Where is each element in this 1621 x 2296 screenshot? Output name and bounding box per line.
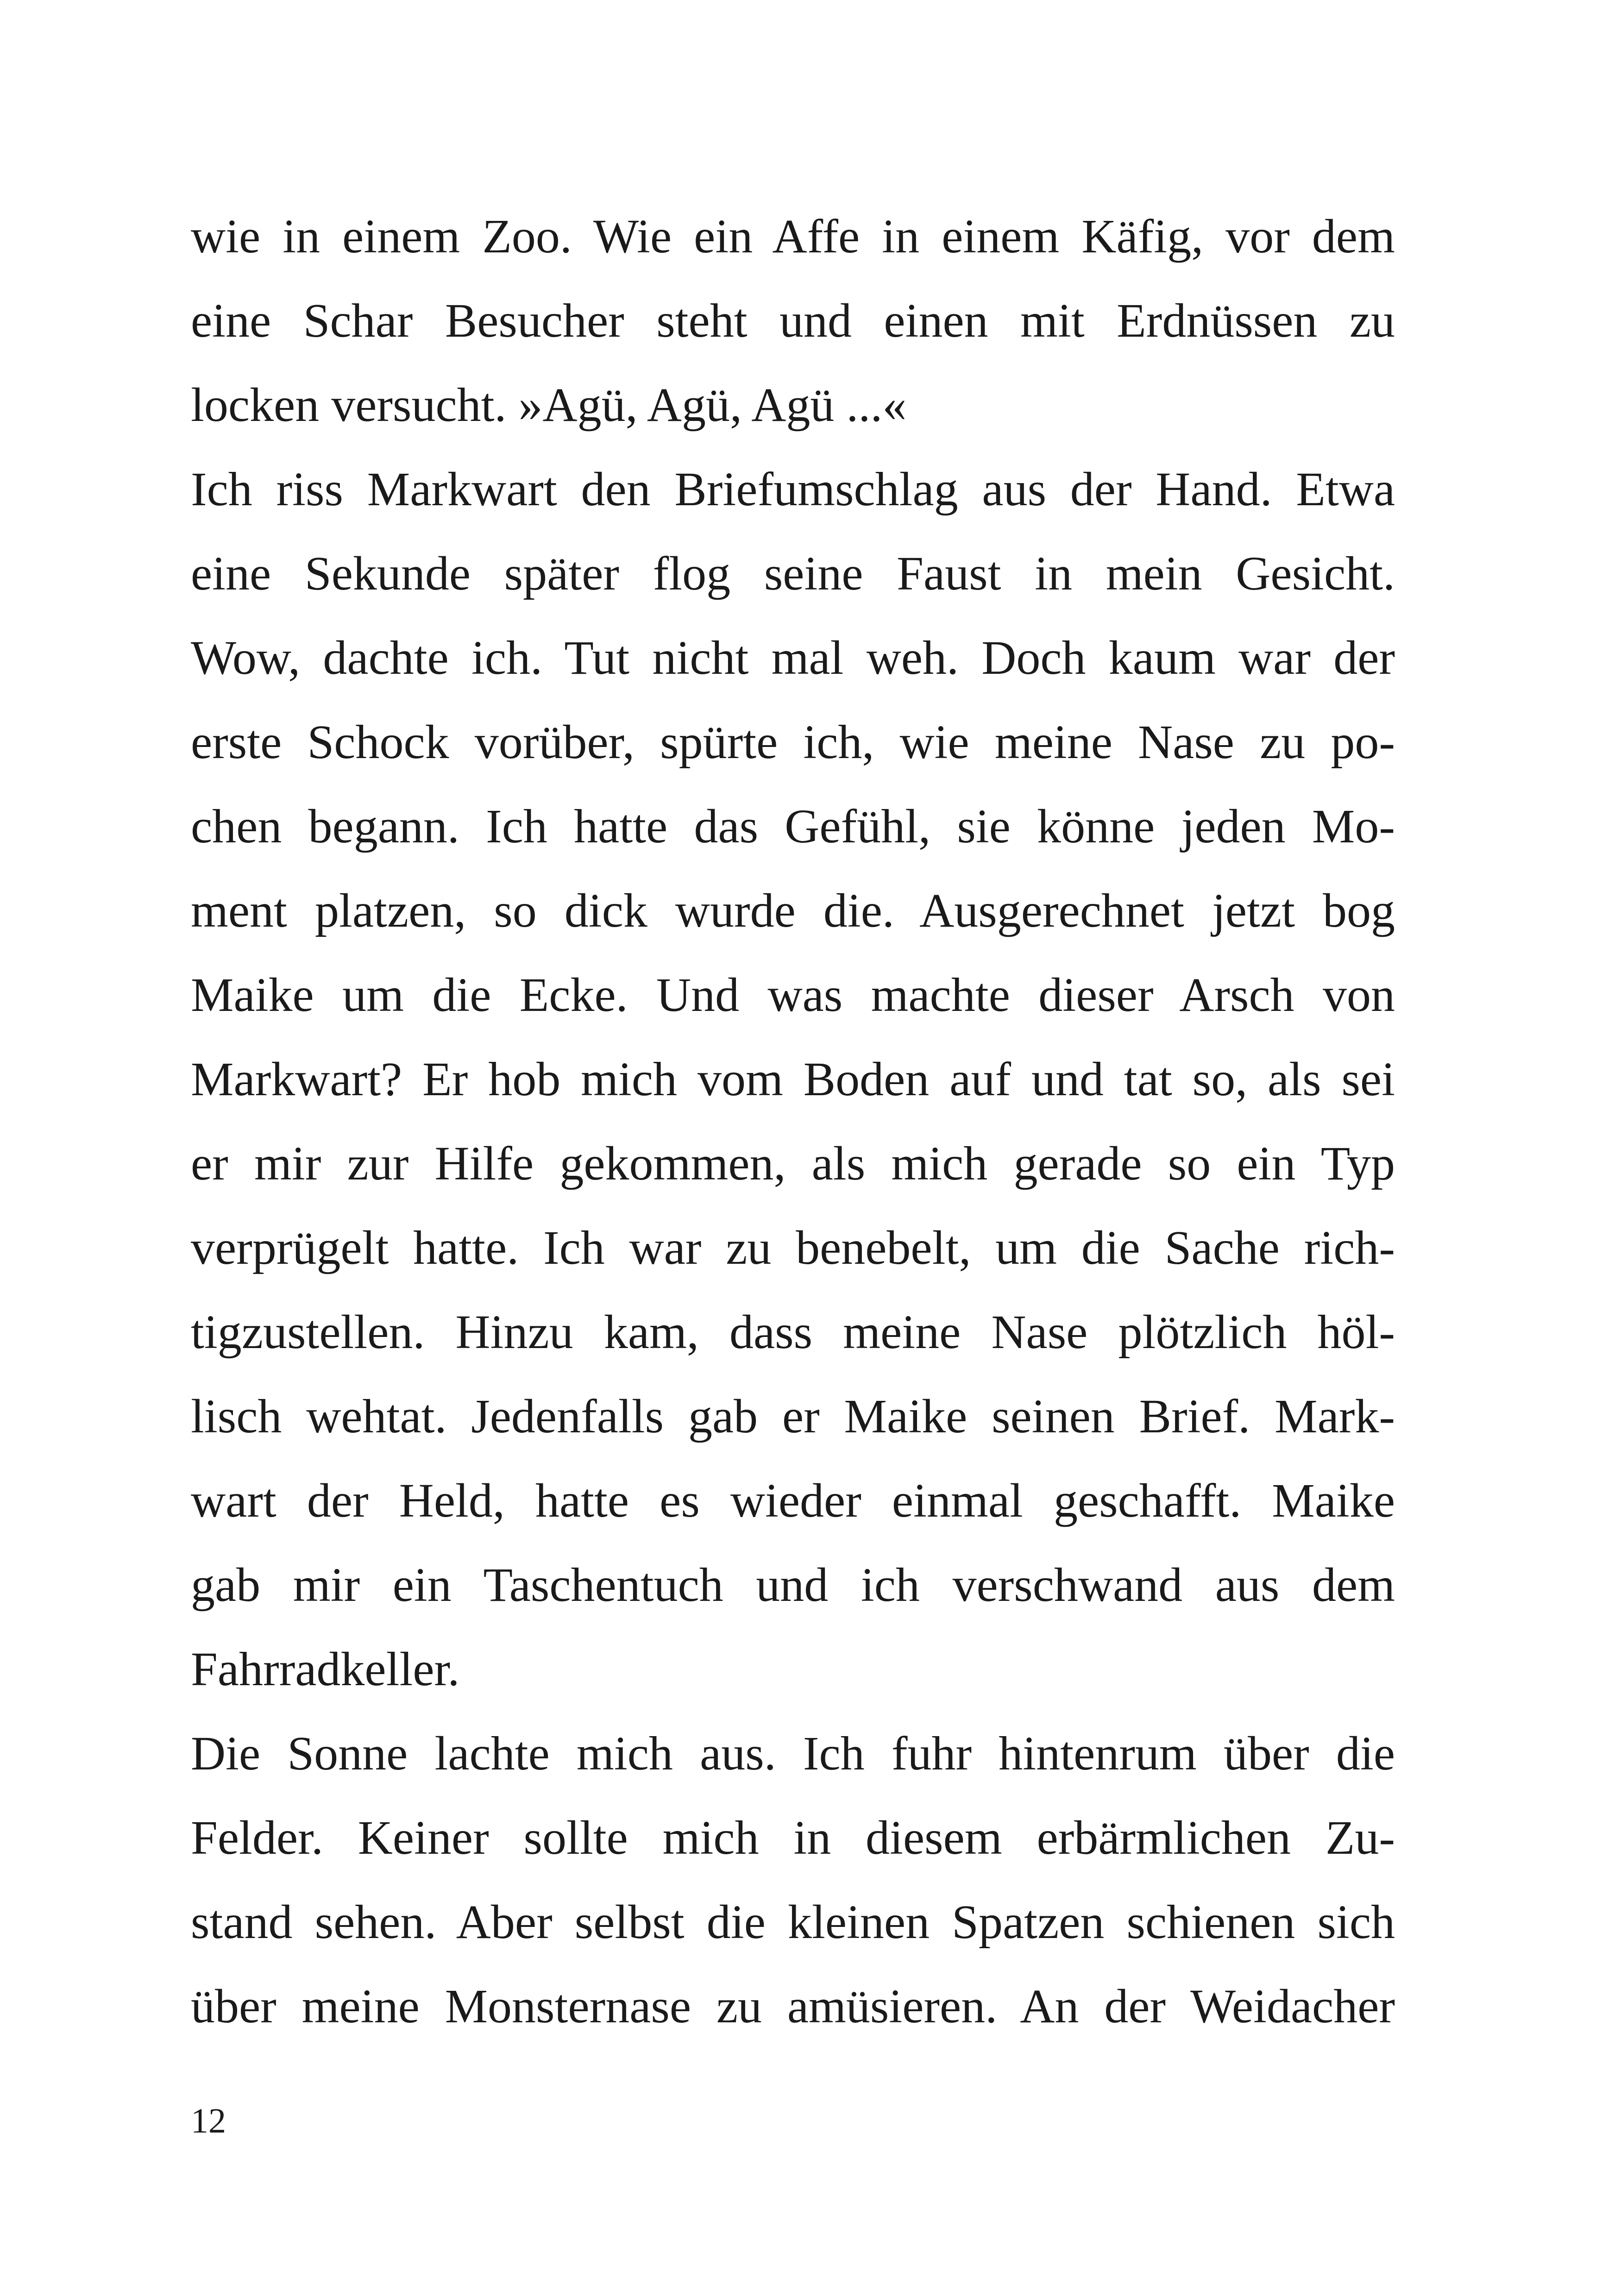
text-line: Felder. Keiner sollte mich in diesem erbärmlichen Zu- (191, 1811, 1395, 1864)
text-line: stand sehen. Aber selbst die kleinen Spatzen schienen sich (191, 1895, 1395, 1949)
text-line: wart der Held, hatte es wieder einmal geschafft. Maike (191, 1474, 1395, 1527)
text-line: Ich riss Markwart den Briefumschlag aus der Hand. Etwa (191, 463, 1395, 516)
text-line: gab mir ein Taschentuch und ich verschwand aus dem (191, 1558, 1395, 1612)
text-line: ment platzen, so dick wurde die. Ausgerechnet jetzt bog (191, 884, 1395, 937)
text-line: Wow, dachte ich. Tut nicht mal weh. Doch kaum war der (191, 631, 1395, 684)
text-line: lisch wehtat. Jedenfalls gab er Maike seinen Brief. Mark- (191, 1390, 1395, 1443)
text-line: Markwart? Er hob mich vom Boden auf und tat so, als sei (191, 1053, 1395, 1106)
body-text (191, 194, 1395, 2049)
text-line: locken versucht. »Agü, Agü, Agü ...« (191, 378, 907, 432)
page-number: 12 (191, 2102, 226, 2140)
text-line: Maike um die Ecke. Und was machte dieser Arsch von (191, 968, 1395, 1022)
text-line: wie in einem Zoo. Wie ein Affe in einem Käfig, vor dem (191, 210, 1395, 263)
text-line: tigzustellen. Hinzu kam, dass meine Nase plötzlich höl- (191, 1305, 1395, 1359)
text-line: eine Schar Besucher steht und einen mit Erdnüssen zu (191, 294, 1395, 347)
text-line: über meine Monsternase zu amüsieren. An der Weidacher (191, 1980, 1395, 2033)
text-line: er mir zur Hilfe gekommen, als mich gerade so ein Typ (191, 1137, 1395, 1190)
text-line: Die Sonne lachte mich aus. Ich fuhr hintenrum über die (191, 1727, 1395, 1780)
text-line: Fahrradkeller. (191, 1643, 460, 1696)
text-line: eine Sekunde später flog seine Faust in mein Gesicht. (191, 547, 1395, 600)
text-line: erste Schock vorüber, spürte ich, wie meine Nase zu po- (191, 715, 1395, 769)
text-line: verprügelt hatte. Ich war zu benebelt, um die Sache rich- (191, 1221, 1395, 1274)
text-line: chen begann. Ich hatte das Gefühl, sie könne jeden Mo- (191, 800, 1395, 853)
